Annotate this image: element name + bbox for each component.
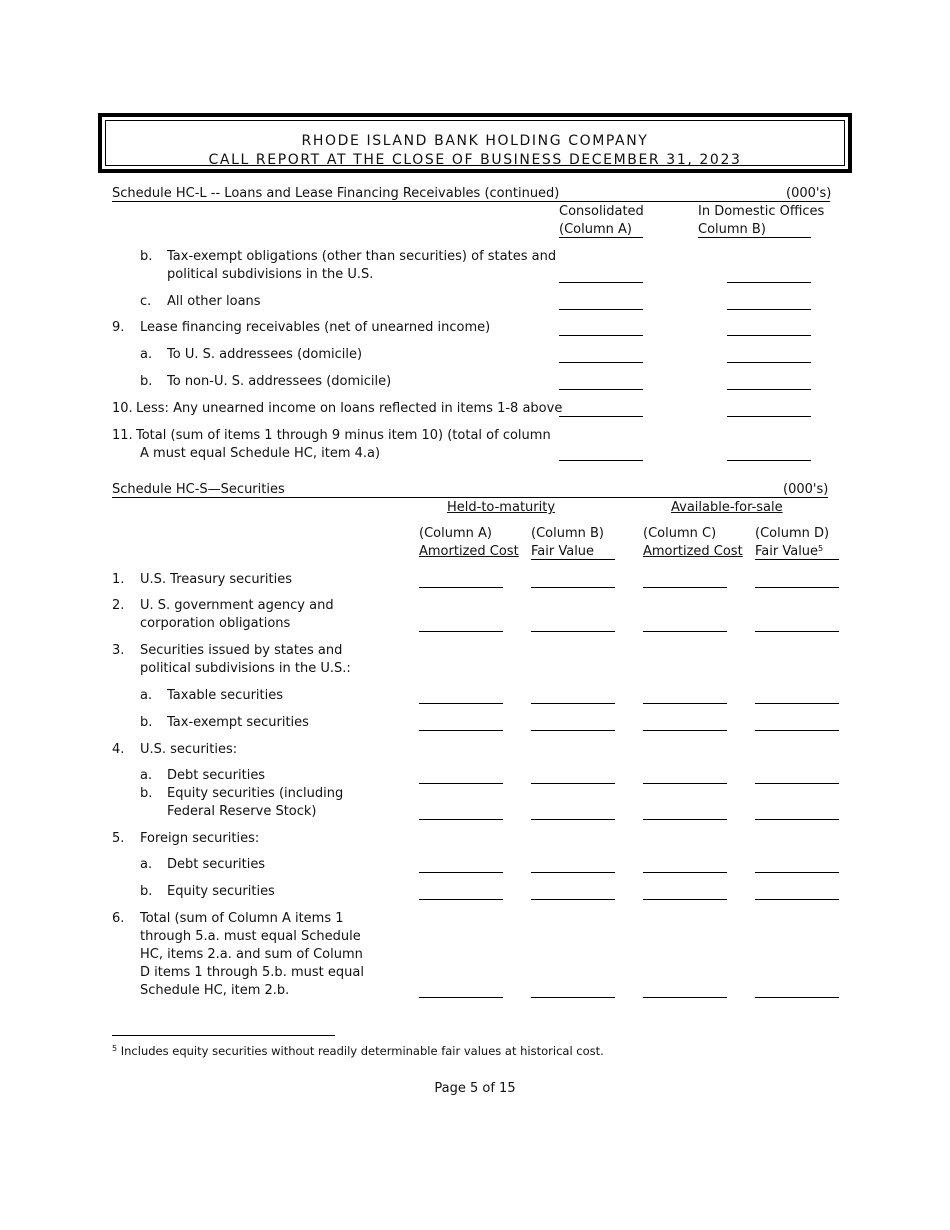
footnote <box>112 1043 604 1060</box>
hcl-item-num: c. <box>140 294 152 309</box>
hcs-input-col-d[interactable] <box>755 783 839 784</box>
hcs-input-col-b[interactable] <box>531 783 615 784</box>
hcl-col-a-label-2: (Column A) <box>559 222 632 237</box>
hcs-input-col-c[interactable] <box>643 819 727 820</box>
hcs-input-col-d[interactable] <box>755 872 839 873</box>
hcs-item-label: Debt securities <box>167 768 266 783</box>
hcs-input-col-b[interactable] <box>531 730 615 731</box>
schedule-hcl-title: Schedule HC-L -- Loans and Lease Financing Receivables (continued) <box>112 186 560 201</box>
hcl-item-num: 9. <box>112 320 125 335</box>
hcl-item-label: Less: Any unearned income on loans reflected in items 1-8 above <box>136 401 563 416</box>
hcs-col-b-header-rule <box>531 559 615 560</box>
hcs-item-num: 4. <box>112 742 125 757</box>
hcs-item-num: 1. <box>112 572 125 587</box>
hcl-input-col-a[interactable] <box>559 309 643 310</box>
group-held-to-maturity: Held-to-maturity <box>447 500 556 515</box>
hcs-input-col-a[interactable] <box>419 631 503 632</box>
hcs-col-d-label-1: (Column D) <box>755 526 830 541</box>
hcs-item-label: Debt securities <box>167 857 266 872</box>
hcs-item-num: a. <box>140 857 153 872</box>
schedule-hcl-title-rule <box>112 201 830 202</box>
report-header-box <box>98 113 852 173</box>
schedule-hcs-units: (000's) <box>783 482 829 497</box>
hcs-input-col-c[interactable] <box>643 730 727 731</box>
hcs-item-label: through 5.a. must equal Schedule <box>140 929 361 944</box>
hcs-item-label: Federal Reserve Stock) <box>167 804 317 819</box>
hcl-col-b-header-rule <box>698 237 811 238</box>
hcs-input-col-c[interactable] <box>643 872 727 873</box>
hcl-col-b-label-2: Column B) <box>698 222 766 237</box>
hcs-item-num: b. <box>140 786 153 801</box>
hcs-input-col-a[interactable] <box>419 587 503 588</box>
hcs-item-num: b. <box>140 715 153 730</box>
hcs-item-label: Equity securities <box>167 884 275 899</box>
hcl-input-col-a[interactable] <box>559 282 643 283</box>
hcl-input-col-a[interactable] <box>559 389 643 390</box>
hcl-col-a-label-1: Consolidated <box>559 204 644 219</box>
hcs-input-col-a[interactable] <box>419 730 503 731</box>
hcs-item-label: Foreign securities: <box>140 831 260 846</box>
hcs-input-col-a[interactable] <box>419 703 503 704</box>
footnote-mark: 5 <box>818 544 824 553</box>
hcs-item-label: D items 1 through 5.b. must equal <box>140 965 364 980</box>
hcs-item-label: U.S. Treasury securities <box>140 572 292 587</box>
hcs-input-col-d[interactable] <box>755 819 839 820</box>
hcl-input-col-b[interactable] <box>727 362 811 363</box>
hcs-item-label: Equity securities (including <box>167 786 344 801</box>
hcl-item-num: b. <box>140 249 153 264</box>
hcs-input-col-d[interactable] <box>755 997 839 998</box>
hcl-input-col-b[interactable] <box>727 389 811 390</box>
footnote-text: Includes equity securities without readily determinable fair values at historical cost. <box>120 1044 604 1058</box>
hcl-item-label: Lease financing receivables (net of unearned income) <box>140 320 491 335</box>
hcs-item-label: Securities issued by states and <box>140 643 343 658</box>
report-header-inner <box>105 120 845 166</box>
hcl-input-col-b[interactable] <box>727 335 811 336</box>
hcs-col-b-label-2: Fair Value <box>531 544 595 559</box>
hcs-input-col-a[interactable] <box>419 899 503 900</box>
schedule-hcl-units: (000's) <box>786 186 832 201</box>
hcs-item-label: Taxable securities <box>167 688 284 703</box>
schedule-hcs-title: Schedule HC-S—Securities <box>112 482 285 497</box>
hcs-input-col-b[interactable] <box>531 899 615 900</box>
hcs-item-label: corporation obligations <box>140 616 291 631</box>
hcl-col-b-label-1: In Domestic Offices <box>698 204 825 219</box>
hcs-input-col-c[interactable] <box>643 997 727 998</box>
hcs-col-d-label-text: Fair Value <box>755 544 819 559</box>
hcs-item-label: political subdivisions in the U.S.: <box>140 661 351 676</box>
hcs-input-col-d[interactable] <box>755 703 839 704</box>
hcl-item-label: A must equal Schedule HC, item 4.a) <box>140 446 381 461</box>
hcs-input-col-d[interactable] <box>755 730 839 731</box>
hcs-input-col-a[interactable] <box>419 783 503 784</box>
hcl-input-col-a[interactable] <box>559 460 643 461</box>
hcs-col-c-label-1: (Column C) <box>643 526 717 541</box>
hcs-item-label: U. S. government agency and <box>140 598 334 613</box>
hcs-input-col-d[interactable] <box>755 899 839 900</box>
hcl-item-label: To non-U. S. addressees (domicile) <box>167 374 392 389</box>
hcl-input-col-a[interactable] <box>559 362 643 363</box>
hcs-input-col-b[interactable] <box>531 872 615 873</box>
hcs-col-c-label-2: Amortized Cost <box>643 544 743 559</box>
hcl-item-num: 11. <box>112 428 133 443</box>
hcl-input-col-a[interactable] <box>559 416 643 417</box>
hcs-item-num: 2. <box>112 598 125 613</box>
hcs-item-num: a. <box>140 768 153 783</box>
hcs-input-col-d[interactable] <box>755 631 839 632</box>
hcl-item-label: political subdivisions in the U.S. <box>167 267 374 282</box>
hcs-input-col-b[interactable] <box>531 997 615 998</box>
footnote-rule <box>112 1035 335 1036</box>
page-number: Page 5 of 15 <box>434 1081 516 1096</box>
hcl-col-a-header-rule <box>559 237 643 238</box>
hcs-input-col-b[interactable] <box>531 631 615 632</box>
hcs-item-num: 6. <box>112 911 125 926</box>
hcs-input-col-c[interactable] <box>643 783 727 784</box>
header-report-title: CALL REPORT AT THE CLOSE OF BUSINESS DECEMBER 31, 2023 <box>208 152 742 168</box>
hcs-item-label: Total (sum of Column A items 1 <box>140 911 344 926</box>
hcs-input-col-c[interactable] <box>643 899 727 900</box>
hcl-input-col-a[interactable] <box>559 335 643 336</box>
hcs-item-label: U.S. securities: <box>140 742 238 757</box>
hcs-col-a-label-1: (Column A) <box>419 526 492 541</box>
schedule-hcs-title-rule <box>112 497 828 498</box>
hcl-item-label: All other loans <box>167 294 261 309</box>
hcs-input-col-c[interactable] <box>643 703 727 704</box>
hcs-input-col-a[interactable] <box>419 819 503 820</box>
hcl-input-col-b[interactable] <box>727 309 811 310</box>
hcs-col-d-label-2 <box>755 543 823 560</box>
hcs-input-col-b[interactable] <box>531 819 615 820</box>
hcl-item-label: Tax-exempt obligations (other than securities) of states and <box>167 249 557 264</box>
hcl-item-label: To U. S. addressees (domicile) <box>167 347 363 362</box>
hcs-item-num: b. <box>140 884 153 899</box>
hcs-item-label: Schedule HC, item 2.b. <box>140 983 290 998</box>
hcs-item-num: 5. <box>112 831 125 846</box>
hcs-input-col-a[interactable] <box>419 997 503 998</box>
hcs-item-num: 3. <box>112 643 125 658</box>
hcl-item-num: a. <box>140 347 153 362</box>
hcl-item-num: 10. <box>112 401 133 416</box>
hcs-input-col-c[interactable] <box>643 587 727 588</box>
hcs-input-col-c[interactable] <box>643 631 727 632</box>
hcl-input-col-b[interactable] <box>727 460 811 461</box>
hcl-item-label: Total (sum of items 1 through 9 minus item 10) (total of column <box>136 428 551 443</box>
hcs-input-col-b[interactable] <box>531 703 615 704</box>
footnote-number: 5 <box>112 1044 118 1053</box>
hcs-item-num: a. <box>140 688 153 703</box>
hcl-input-col-b[interactable] <box>727 416 811 417</box>
group-available-for-sale: Available-for-sale <box>671 500 783 515</box>
hcl-item-num: b. <box>140 374 153 389</box>
hcs-input-col-d[interactable] <box>755 587 839 588</box>
header-company-name: RHODE ISLAND BANK HOLDING COMPANY <box>301 133 649 149</box>
hcs-item-label: Tax-exempt securities <box>167 715 309 730</box>
hcs-col-b-label-1: (Column B) <box>531 526 604 541</box>
hcs-input-col-a[interactable] <box>419 872 503 873</box>
hcs-col-d-header-rule <box>755 559 839 560</box>
hcs-input-col-b[interactable] <box>531 587 615 588</box>
hcl-input-col-b[interactable] <box>727 282 811 283</box>
hcs-item-label: HC, items 2.a. and sum of Column <box>140 947 363 962</box>
hcs-col-a-label-2: Amortized Cost <box>419 544 519 559</box>
